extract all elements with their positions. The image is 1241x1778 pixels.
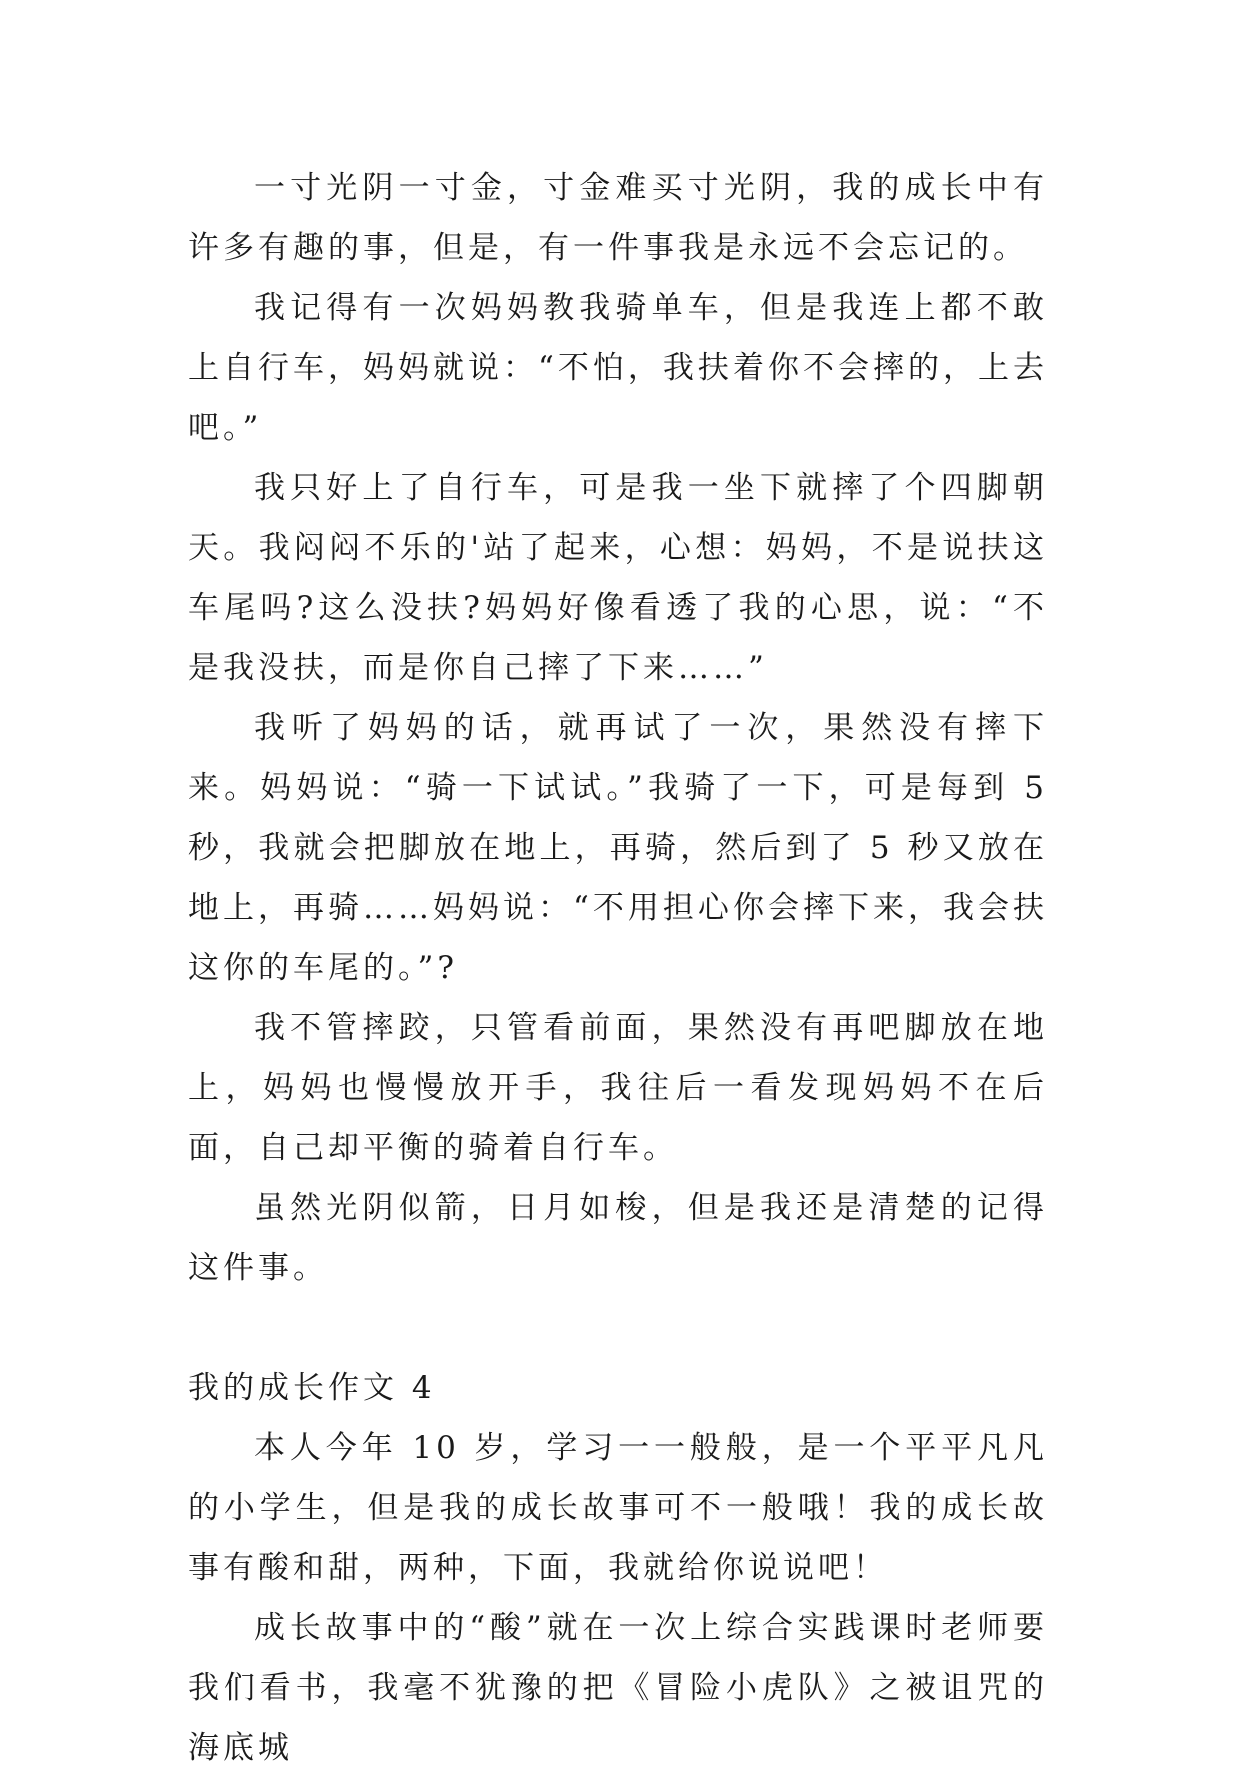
paragraph: 成长故事中的“酸”就在一次上综合实践课时老师要我们看书，我毫不犹豫的把《冒险小虎队》之被诅咒的海底城 [188,1610,1048,1766]
paragraph: 我听了妈妈的话，就再试了一次，果然没有摔下来。妈妈说：“骑一下试试。”我骑了一下，可是每到 5 秒，我就会把脚放在地上，再骑，然后到了 5 秒又放在地上，再骑……妈妈说：“不用担心你会摔下来，我会扶这你的车尾的。”? [188,710,1048,986]
paragraph: 我只好上了自行车，可是我一坐下就摔了个四脚朝天。我闷闷不乐的'站了起来，心想：妈妈，不是说扶这车尾吗?这么没扶?妈妈好像看透了我的心思，说：“不是我没扶，而是你自己摔了下来……” [188,470,1048,686]
section-title: 我的成长作文 4 [188,1370,436,1406]
document-body [188,158,1048,1778]
paragraph: 我记得有一次妈妈教我骑单车，但是我连上都不敢上自行车，妈妈就说：“不怕，我扶着你不会摔的，上去吧。” [188,290,1048,446]
paragraph: 我不管摔跤，只管看前面，果然没有再吧脚放在地上，妈妈也慢慢放开手，我往后一看发现妈妈不在后面，自己却平衡的骑着自行车。 [188,1010,1048,1166]
paragraph: 虽然光阴似箭，日月如梭，但是我还是清楚的记得这件事。 [188,1190,1048,1286]
paragraph: 本人今年 10 岁，学习一一般般，是一个平平凡凡的小学生，但是我的成长故事可不一般哦！我的成长故事有酸和甜，两种，下面，我就给你说说吧！ [188,1430,1048,1586]
paragraph: 一寸光阴一寸金，寸金难买寸光阴，我的成长中有许多有趣的事，但是，有一件事我是永远不会忘记的。 [188,170,1048,266]
